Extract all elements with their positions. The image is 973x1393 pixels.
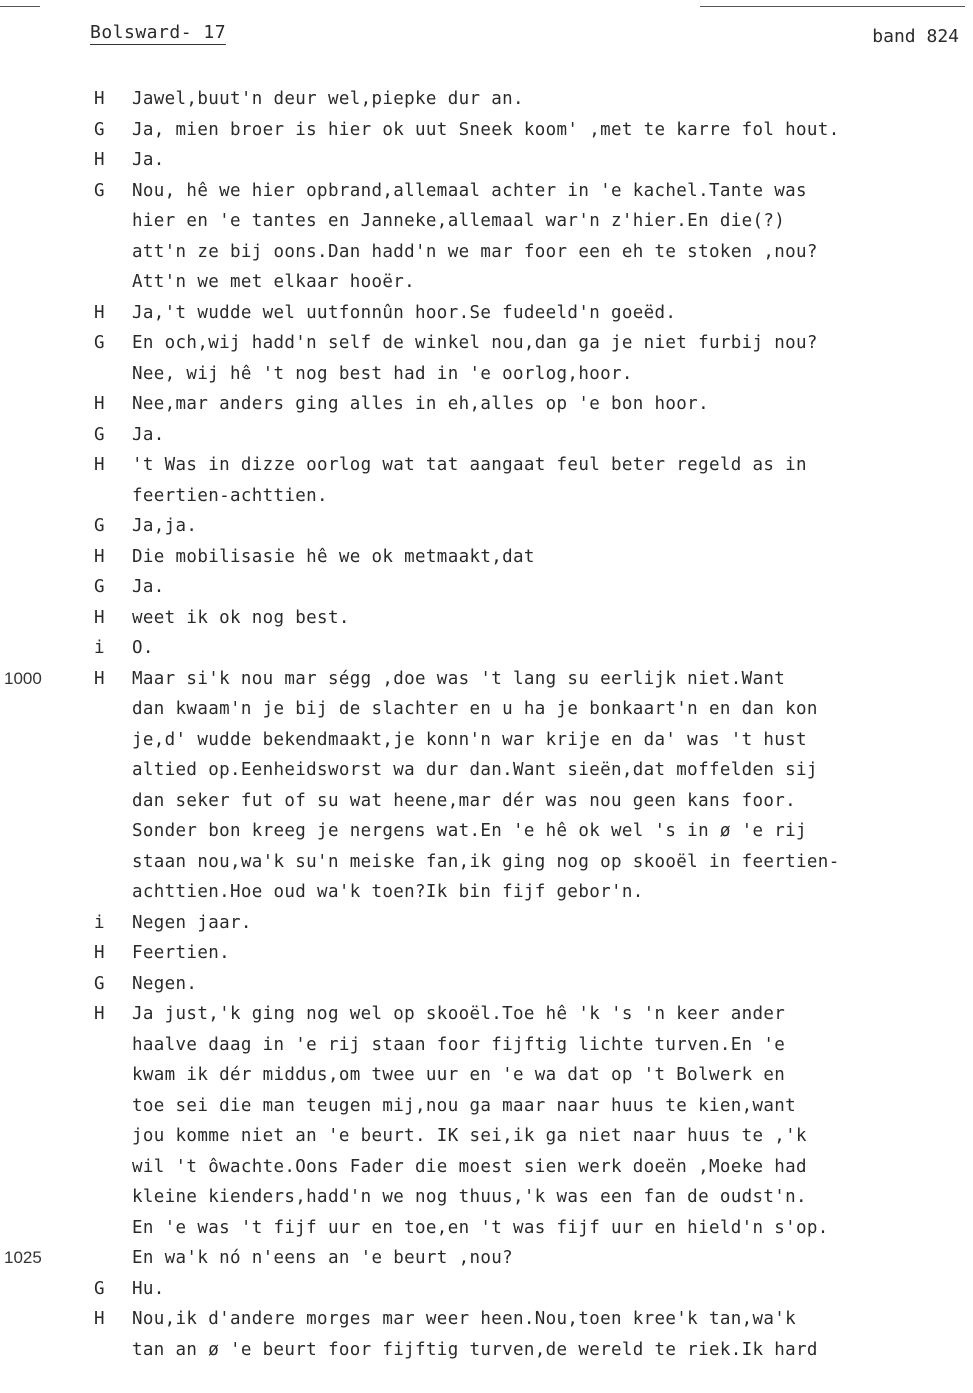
- utterance-text: Feertien.: [132, 943, 230, 963]
- utterance-text: att'n ze bij oons.Dan hadd'n we mar foor een eh te stoken ,nou?: [132, 241, 818, 262]
- speaker-label: G: [94, 1278, 105, 1299]
- speaker-label: G: [94, 577, 105, 597]
- utterance-text: Nou, hê we hier opbrand,allemaal achter in 'e kachel.Tante was: [132, 180, 807, 201]
- utterance-text: Ja just,'k ging nog wel op skooël.Toe hê 'k 's 'n keer ander: [132, 1004, 786, 1024]
- utterance-text: Nou,ik d'andere morges mar weer heen.Nou,toen kree'k tan,wa'k: [132, 1309, 797, 1329]
- utterance-text: hier en 'e tantes en Janneke,allemaal war'n z'hier.En die(?): [132, 211, 786, 231]
- transcript-line: [0, 969, 973, 1000]
- speaker-label: H: [94, 302, 105, 323]
- utterance-text: staan nou,wa'k su'n meiske fan,ik ging nog op skooël in feertien-: [132, 851, 840, 872]
- speaker-label: G: [94, 516, 105, 536]
- utterance-text: kwam ik dér middus,om twee uur en 'e wa dat op 't Bolwerk en: [132, 1065, 786, 1085]
- transcript-line: [0, 816, 973, 847]
- utterance-text: wil 't ôwachte.Oons Fader die moest sien werk doeën ,Moeke had: [132, 1156, 807, 1177]
- top-rule-right: [700, 6, 965, 7]
- speaker-label: H: [94, 943, 105, 963]
- utterance-text: 't Was in dizze oorlog wat tat aangaat feul beter regeld as in: [132, 455, 807, 475]
- transcript-line: [0, 481, 973, 512]
- transcript-line: [0, 847, 973, 878]
- transcript-line: [0, 908, 973, 939]
- utterance-text: Negen jaar.: [132, 912, 252, 933]
- transcript-line: [0, 938, 973, 969]
- transcript-line: [0, 1182, 973, 1213]
- speaker-label: H: [94, 546, 105, 567]
- transcript-line: [0, 176, 973, 207]
- speaker-label: H: [94, 394, 105, 414]
- transcript-line: [0, 1060, 973, 1091]
- utterance-text: Die mobilisasie hê we ok metmaakt,dat: [132, 546, 535, 567]
- utterance-text: je,d' wudde bekendmaakt,je konn'n war krije en da' was 't hust: [132, 729, 807, 750]
- utterance-text: kleine kienders,hadd'n we nog thuus,'k was een fan de oudst'n.: [132, 1187, 807, 1207]
- utterance-text: jou komme niet an 'e beurt. IK sei,ik ga niet naar huus te ,'k: [132, 1126, 807, 1146]
- transcript-line: [0, 755, 973, 786]
- transcript-line: [0, 1335, 973, 1366]
- speaker-label: H: [94, 89, 105, 109]
- utterance-text: Maar si'k nou mar ségg ,doe was 't lang su eerlijk niet.Want: [132, 668, 786, 689]
- transcript-line: [0, 877, 973, 908]
- transcript-line: [0, 633, 973, 664]
- transcript-line: [0, 1304, 973, 1335]
- transcript-line: [0, 1152, 973, 1183]
- utterance-text: O.: [132, 638, 154, 658]
- utterance-text: Ja.: [132, 577, 165, 597]
- utterance-text: En wa'k nó n'eens an 'e beurt ,nou?: [132, 1248, 514, 1268]
- utterance-text: Jawel,buut'n deur wel,piepke dur an.: [132, 89, 524, 109]
- utterance-text: Ja.: [132, 150, 165, 170]
- utterance-text: achttien.Hoe oud wa'k toen?Ik bin fijf gebor'n.: [132, 882, 644, 902]
- transcript-line: [0, 664, 973, 695]
- utterance-text: Ja,'t wudde wel uutfonnûn hoor.Se fudeeld'n goeëd.: [132, 302, 677, 323]
- transcript-line: [0, 115, 973, 146]
- utterance-text: dan kwaam'n je bij de slachter en u ha je bonkaart'n en dan kon: [132, 699, 818, 719]
- transcript-line: [0, 725, 973, 756]
- speaker-label: G: [94, 424, 105, 445]
- utterance-text: Nee,mar anders ging alles in eh,alles op 'e bon hoor.: [132, 394, 709, 414]
- speaker-label: H: [94, 455, 105, 475]
- document-header-title: Bolsward- 17: [90, 22, 227, 43]
- speaker-label: G: [94, 333, 105, 353]
- transcript-line: [0, 1274, 973, 1305]
- utterance-text: toe sei die man teugen mij,nou ga maar naar huus te kien,want: [132, 1095, 797, 1116]
- transcript-line: [0, 450, 973, 481]
- transcript-line: [0, 298, 973, 329]
- utterance-text: Att'n we met elkaar hooër.: [132, 272, 416, 292]
- speaker-label: H: [94, 668, 105, 689]
- speaker-label: G: [94, 180, 105, 201]
- speaker-label: G: [94, 119, 105, 140]
- transcript-line: [0, 420, 973, 451]
- utterance-text: dan seker fut of su wat heene,mar dér was nou geen kans foor.: [132, 790, 797, 811]
- speaker-label: H: [94, 1004, 105, 1024]
- speaker-label: H: [94, 1309, 105, 1329]
- utterance-text: haalve daag in 'e rij staan foor fijftig lichte turven.En 'e: [132, 1034, 786, 1055]
- document-header-band: band 824: [872, 26, 959, 47]
- transcript-line: [0, 786, 973, 817]
- utterance-text: altied op.Eenheidsworst wa dur dan.Want sieën,dat moffelden sij: [132, 760, 818, 780]
- speaker-label: G: [94, 973, 105, 994]
- transcript-line: [0, 1030, 973, 1061]
- transcript-line: [0, 572, 973, 603]
- utterance-text: Ja,ja.: [132, 516, 198, 536]
- transcript-line: [0, 389, 973, 420]
- transcript-lines: [0, 84, 973, 1365]
- utterance-text: Sonder bon kreeg je nergens wat.En 'e hê ok wel 's in ø 'e rij: [132, 821, 807, 841]
- transcript-line: [0, 206, 973, 237]
- transcript-line: [0, 999, 973, 1030]
- transcript-line: [0, 359, 973, 390]
- line-number: 1000: [4, 668, 42, 688]
- line-number: 1025: [4, 1248, 42, 1267]
- transcript-line: [0, 1213, 973, 1244]
- speaker-label: H: [94, 150, 105, 170]
- transcript-line: [0, 328, 973, 359]
- utterance-text: Ja, mien broer is hier ok uut Sneek koom' ,met te karre fol hout.: [132, 119, 840, 140]
- top-rule-left: [0, 6, 40, 7]
- transcript-line: [0, 603, 973, 634]
- transcript-line: [0, 1121, 973, 1152]
- utterance-text: En och,wij hadd'n self de winkel nou,dan ga je niet furbij nou?: [132, 333, 818, 353]
- utterance-text: weet ik ok nog best.: [132, 607, 350, 628]
- transcript-line: [0, 267, 973, 298]
- utterance-text: tan an ø 'e beurt foor fijftig turven,de wereld te riek.Ik hard: [132, 1339, 818, 1360]
- utterance-text: Ja.: [132, 424, 165, 445]
- transcript-line: [0, 84, 973, 115]
- transcript-line: [0, 1243, 973, 1274]
- utterance-text: En 'e was 't fijf uur en toe,en 't was fijf uur en hield'n s'op.: [132, 1217, 829, 1238]
- speaker-label: i: [94, 638, 105, 658]
- transcript-line: [0, 542, 973, 573]
- utterance-text: Hu.: [132, 1278, 165, 1299]
- utterance-text: feertien-achttien.: [132, 485, 328, 506]
- speaker-label: H: [94, 607, 105, 628]
- speaker-label: i: [94, 912, 105, 933]
- utterance-text: Nee, wij hê 't nog best had in 'e oorlog,hoor.: [132, 363, 633, 384]
- transcript-line: [0, 237, 973, 268]
- utterance-text: Negen.: [132, 973, 198, 994]
- transcript-line: [0, 511, 973, 542]
- transcript-line: [0, 694, 973, 725]
- transcript-line: [0, 145, 973, 176]
- transcript-line: [0, 1091, 973, 1122]
